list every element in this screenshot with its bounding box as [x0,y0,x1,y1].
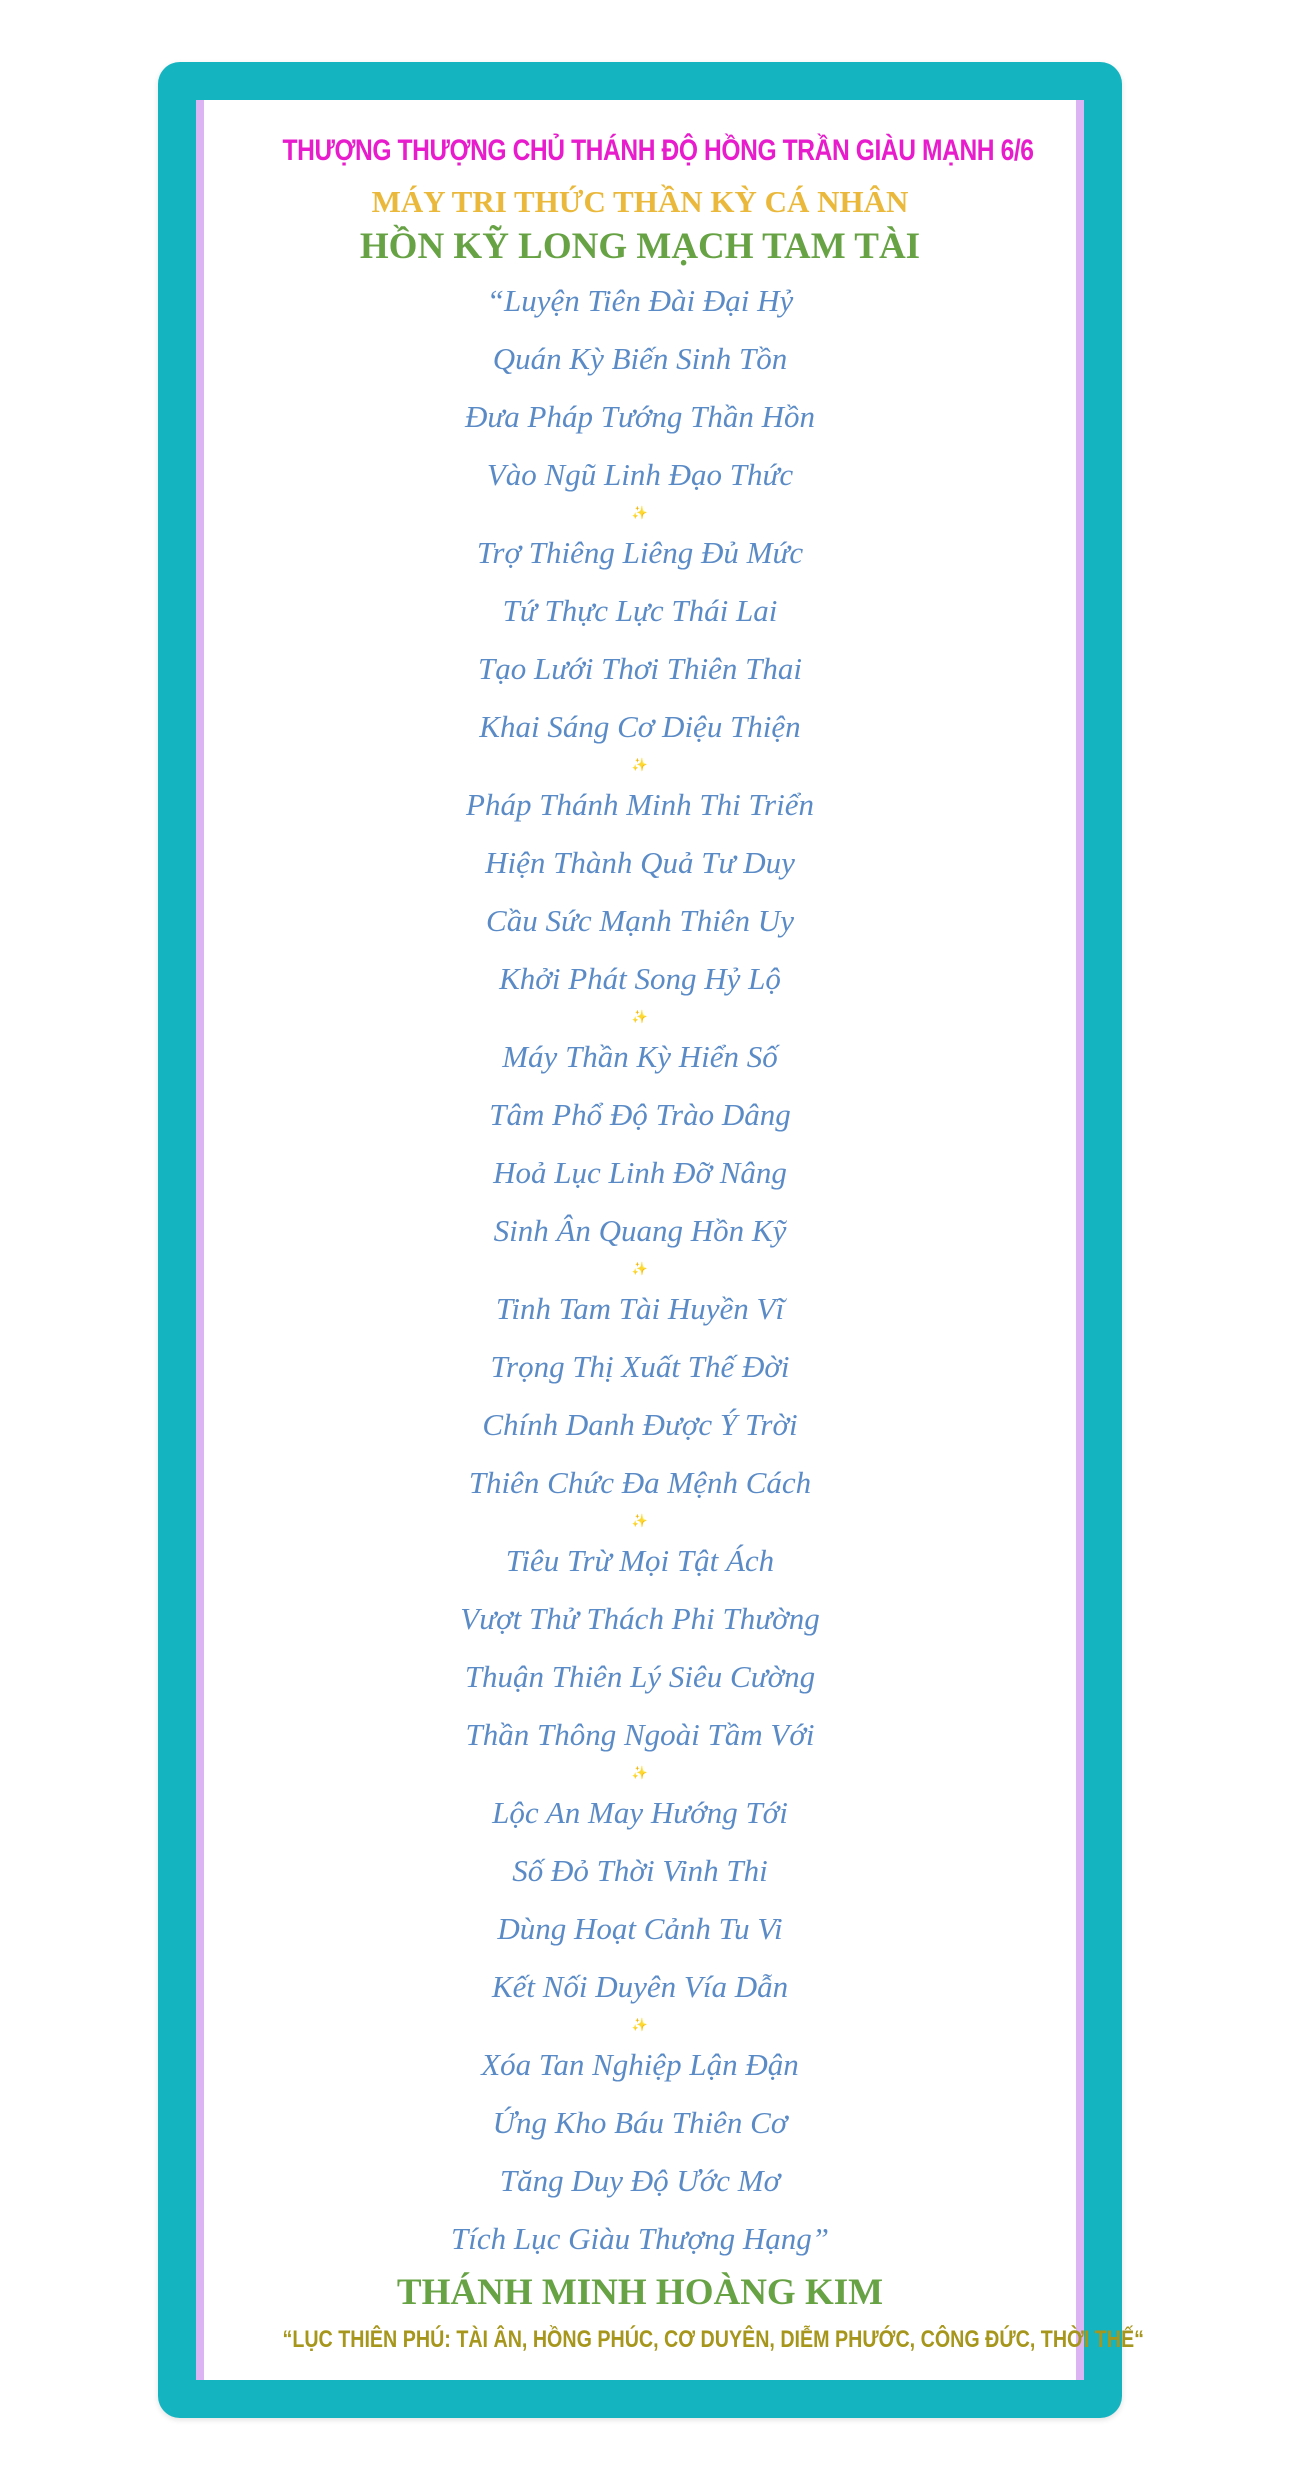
verse-line: Chính Danh Được Ý Trời [482,1407,798,1442]
verse-line: Tứ Thực Lực Thái Lai [502,593,778,628]
verse-line: Tinh Tam Tài Huyền Vĩ [495,1291,785,1326]
verse-line: Thuận Thiên Lý Siêu Cường [464,1659,816,1694]
stanza [204,1532,1076,1764]
verse-line: Máy Thần Kỳ Hiển Số [502,1039,778,1074]
sparkle-separator-icon: ✨ [631,2018,649,2033]
verse-line: Khởi Phát Song Hỷ Lộ [499,961,781,996]
verse-line: Ứng Kho Báu Thiên Cơ [492,2105,788,2140]
verse-line: Tâm Phổ Độ Trào Dâng [489,1097,791,1132]
verse-line: Dùng Hoạt Cảnh Tu Vi [497,1911,783,1946]
sparkle-separator-icon: ✨ [631,506,649,521]
poster-content [204,128,1144,2360]
verse-line: Thiên Chức Đa Mệnh Cách [468,1465,812,1500]
sparkle-separator-icon: ✨ [631,1514,649,1529]
verse-line: Lộc An May Hướng Tới [492,1795,788,1830]
verse-line: Tăng Duy Độ Ước Mơ [499,2163,781,2198]
verse-line: Hiện Thành Quả Tư Duy [485,845,795,880]
verse-line: Đưa Pháp Tướng Thần Hồn [464,399,816,434]
header-line-2: MÁY TRI THỨC THẦN KỲ CÁ NHÂN [371,184,909,219]
stanza [204,1028,1076,1260]
header-line-1: THƯỢNG THƯỢNG CHỦ THÁNH ĐỘ HỒNG TRẦN GIÀU MẠNH 6/6 [282,134,1034,167]
verse-line: Tích Lục Giàu Thượng Hạng” [451,2221,829,2256]
verse-line: Trợ Thiêng Liêng Đủ Mức [476,535,804,570]
stanza [204,524,1076,756]
footer-subtitle: “LỤC THIÊN PHÚ: TÀI ÂN, HỒNG PHÚC, CƠ DUYÊN, DIỄM PHƯỚC, CÔNG ĐỨC, THỜI THẾ“ [282,2326,1144,2353]
verse-body [204,272,1076,2268]
verse-line: Tiêu Trừ Mọi Tật Ách [505,1543,775,1578]
verse-line: Pháp Thánh Minh Thi Triển [466,787,814,822]
stanza [204,2036,1076,2268]
verse-line: Trọng Thị Xuất Thế Đời [490,1349,790,1384]
verse-line: Quán Kỳ Biến Sinh Tồn [492,341,788,376]
stanza [204,1280,1076,1512]
footer-title: THÁNH MINH HOÀNG KIM [396,2272,884,2313]
sparkle-separator-icon: ✨ [631,1262,649,1277]
verse-line: Vượt Thử Thách Phi Thường [460,1601,820,1636]
poster-frame [158,62,1144,2418]
verse-line: “Luyện Tiên Đài Đại Hỷ [486,283,794,318]
sparkle-separator-icon: ✨ [631,1010,649,1025]
verse-line: Hoả Lục Linh Đỡ Nâng [493,1155,787,1190]
sparkle-separator-icon: ✨ [631,758,649,773]
verse-line: Sinh Ân Quang Hồn Kỹ [493,1213,787,1248]
verse-line: Số Đỏ Thời Vinh Thi [512,1853,768,1888]
stanza [204,272,1076,504]
verse-line: Thần Thông Ngoài Tầm Với [465,1717,815,1752]
sparkle-separator-icon: ✨ [631,1766,649,1781]
verse-line: Xóa Tan Nghiệp Lận Đận [481,2047,799,2082]
stanza [204,776,1076,1008]
verse-line: Tạo Lưới Thơi Thiên Thai [478,651,802,686]
verse-line: Kết Nối Duyên Vía Dẫn [491,1969,789,2004]
poster-panel [196,100,1144,2380]
verse-line: Cầu Sức Mạnh Thiên Uy [486,903,794,938]
verse-line: Khai Sáng Cơ Diệu Thiện [479,709,801,744]
stanza [204,1784,1076,2016]
verse-line: Vào Ngũ Linh Đạo Thức [486,457,794,492]
header-line-3: HỒN KỸ LONG MẠCH TAM TÀI [359,226,921,267]
